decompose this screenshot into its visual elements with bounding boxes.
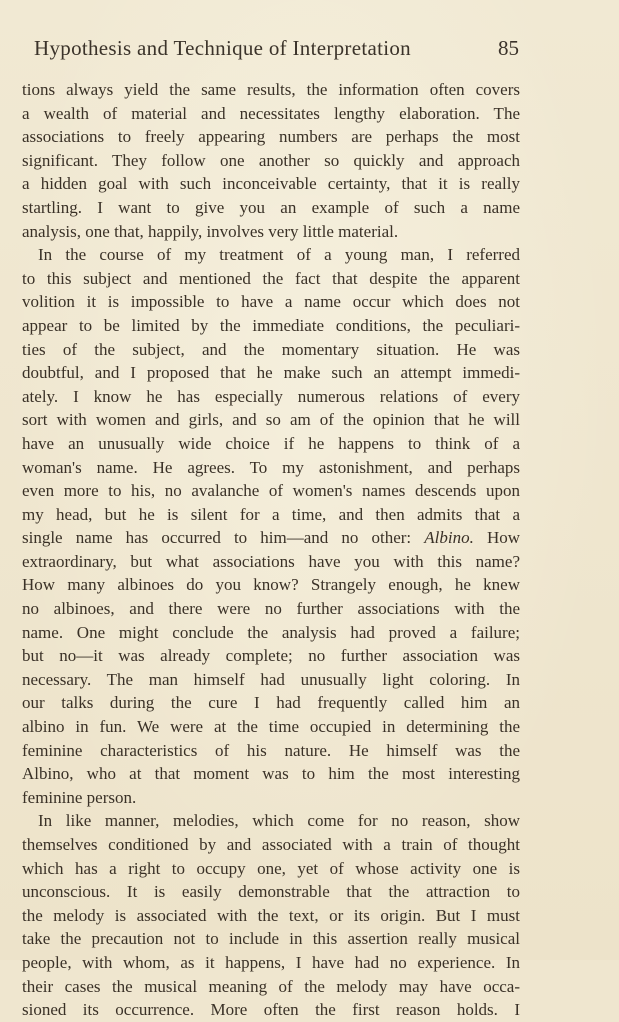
text-line: necessary. The man himself had unusually light coloring. In xyxy=(22,669,520,689)
text-line: sioned its occurrence. More often the first reason holds. I xyxy=(22,1000,520,1020)
text-segment: single name has occurred to him—and no other: xyxy=(22,528,412,548)
text-line: even more to his, no avalanche of women's names descends upon xyxy=(22,481,520,501)
text-line: appear to be limited by the immediate conditions, the peculiari- xyxy=(22,315,520,335)
text-line: a wealth of material and necessitates lengthy elaboration. The xyxy=(22,103,520,123)
body-text xyxy=(22,78,520,1022)
text-line: volition it is impossible to have a name occur which does not xyxy=(22,292,520,312)
text-line: a hidden goal with such inconceivable certainty, that it is really xyxy=(22,174,520,194)
text-line: In the course of my treatment of a young man, I referred xyxy=(38,245,520,265)
text-line: significant. They follow one another so quickly and approach xyxy=(22,150,520,170)
text-line: my head, but he is silent for a time, and then admits that a xyxy=(22,504,520,524)
text-line: themselves conditioned by and associated with a train of thought xyxy=(22,835,520,854)
page-number: 85 xyxy=(498,36,519,60)
text-line: doubtful, and I proposed that he make such an attempt immedi- xyxy=(22,363,520,383)
text-line: tions always yield the same results, the information often covers xyxy=(22,80,520,99)
text-line: ties of the subject, and the momentary situation. He was xyxy=(22,339,520,359)
text-line: feminine person. xyxy=(22,787,137,807)
text-line: their cases the musical meaning of the melody may have occa- xyxy=(22,976,520,996)
page-header xyxy=(34,36,519,72)
text-line: no albinoes, and there were no further associations with the xyxy=(22,599,520,619)
text-line: have an unusually wide choice if he happens to think of a xyxy=(22,433,520,453)
text-line: albino in fun. We were at the time occupied in determining the xyxy=(22,717,520,737)
text-line: In like manner, melodies, which come for no reason, show xyxy=(38,811,520,831)
text-line: to this subject and mentioned the fact that despite the apparent xyxy=(22,268,520,288)
text-line: woman's name. He agrees. To my astonishment, and perhaps xyxy=(22,457,520,477)
running-head: Hypothesis and Technique of Interpretation xyxy=(34,36,411,60)
text-line: which has a right to occupy one, yet of whose activity one is xyxy=(22,858,520,878)
text-segment: How xyxy=(486,528,520,548)
text-line: but no—it was already complete; no further association was xyxy=(22,646,520,666)
text-line: take the precaution not to include in this assertion really musical xyxy=(22,929,520,949)
text-line: feminine characteristics of his nature. He himself was the xyxy=(22,740,520,760)
text-line: associations to freely appearing numbers are perhaps the most xyxy=(22,127,520,147)
text-line: our talks during the cure I had frequently called him an xyxy=(22,693,520,713)
text-line: sort with women and girls, and so am of the opinion that he will xyxy=(22,410,520,430)
text-line: the melody is associated with the text, or its origin. But I must xyxy=(22,905,520,925)
text-line: startling. I want to give you an example of such a name xyxy=(22,197,520,217)
text-line: ately. I know he has especially numerous relations of every xyxy=(22,386,520,406)
text-line: name. One might conclude the analysis had proved a failure; xyxy=(22,622,520,642)
text-line: people, with whom, as it happens, I have had no experience. In xyxy=(22,952,520,972)
text-line: How many albinoes do you know? Strangely enough, he knew xyxy=(22,575,520,595)
text-line: extraordinary, but what associations have you with this name? xyxy=(22,551,520,571)
italic-name: Albino. xyxy=(424,528,474,548)
text-line-with-italic xyxy=(22,526,520,550)
text-line: unconscious. It is easily demonstrable that the attraction to xyxy=(22,882,520,902)
text-line: Albino, who at that moment was to him the most interesting xyxy=(22,764,520,784)
text-line: analysis, one that, happily, involves very little material. xyxy=(22,221,399,241)
